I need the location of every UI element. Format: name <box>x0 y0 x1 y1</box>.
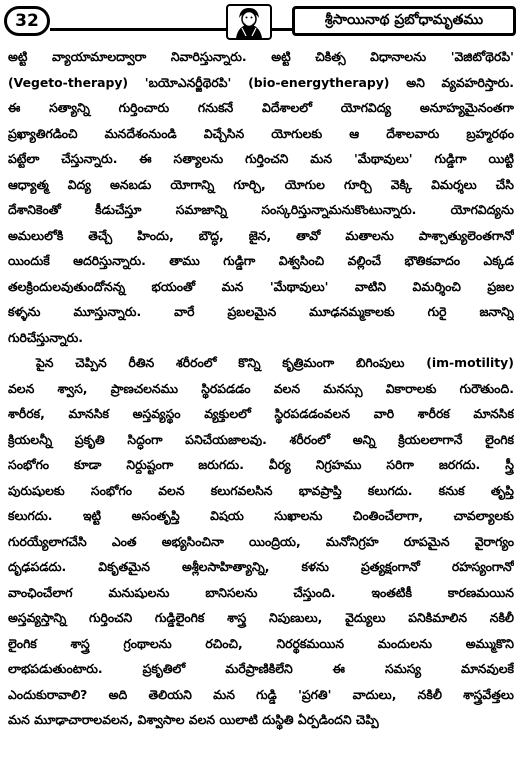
text-line: అమలులోకి తెచ్చే హిందు, బౌద్ధ, జైన, తావో మతాలను పాశ్చాత్యులెంతగానో <box>8 227 514 243</box>
header-rule-right <box>272 28 292 31</box>
text-line: ఎందుకురావాలి? అది తెలియని మన గుడ్డి 'ప్రగతి' వాదులు, నకిలీ శాస్త్రవేత్తలు <box>8 686 514 702</box>
book-title-box <box>292 6 516 36</box>
text-line: యిందుకే ఆదరిస్తున్నారు. తాము గుడ్డిగా విశ్వసించి వల్లించే భౌతికవాదం ఎక్కడ <box>8 253 514 268</box>
text-line: పురుషులకు సంభోగం వలన కలుగవలసిన భావప్రాప్తి కలుగదు. కనుక తృప్తి <box>8 482 514 498</box>
text-line: శారీరక, మానసిక అస్తవ్యస్థం వ్యక్తులలో స్థిరపడడంవలన వారి శారీరక మానసిక <box>8 406 514 421</box>
text-line: అస్తవ్యస్తాన్ని గుర్తించని గుడ్డిలైంగిక శాస్త్ర నిపుణులు, వైద్యులు పనికిమాలిన నకిలీ <box>8 610 514 625</box>
book-title: శ్రీసాయినాథ ప్రబోధామృతము <box>324 11 484 28</box>
page-number-box <box>4 6 50 36</box>
text-line: తలక్రిందులవుతుందోనన్న భయంతో మన 'మేథావులు' వాటిని విమర్శించి ప్రజల <box>8 278 514 294</box>
text-line: మన మూఢాచారాలవలన, విశ్వాసాల వలన యిలాటి దుస్థితి ఏర్పడిందని చెప్పి <box>8 712 379 727</box>
text-line: సంభోగం కూడా నిర్దుష్టంగా జరుగదు. వీర్య నిగ్రహము సరిగా జరగదు. స్త్రీ <box>8 457 514 472</box>
text-line: అట్టి వ్యాయామాలద్వారా నివారిస్తున్నారు. అట్టి చికిత్స విధానాలను 'వెజిటోథెరపి' <box>8 49 514 64</box>
text-line: వలన శ్వాస, ప్రాణచలనము స్థిరపడడం వలన మనస్సు వికారాలకు గురౌతుంది. <box>8 380 514 396</box>
text-line: లాభపడుతుంటారు. ప్రకృతిలో మరేప్రాణికిలేని ఈ సమస్య మానవులకే <box>8 661 514 676</box>
text-line: గురయ్యేలాగచేసి ఎంత అభ్యసించినా యింద్రియ, మనోనిగ్రహ రూపమైన వైరాగ్యం <box>8 533 514 549</box>
text-line: దృఢపడదు. వికృతమైన అశ్లీలసాహిత్యాన్ని, కళను ప్రత్యక్షంగానో రహస్యంగానో <box>8 559 514 574</box>
text-line: క్రియలన్నీ ప్రకృతి సిద్ధంగా పనిచేయజాలవు. శరీరంలో అన్ని క్రియలలాగానే లైంగిక <box>8 431 514 447</box>
sai-baba-portrait-icon <box>226 4 272 40</box>
body-text <box>8 44 514 733</box>
page-header <box>4 4 516 40</box>
text-line: వాంఛించేలాగ మనుషులను బానిసలను చేస్తుంది. ఇంతటికీ కారణమయిన <box>8 584 514 600</box>
text-line: ఈ సత్యాన్ని గుర్తించారు గనుకనే విదేశాలలో యోగవిద్య అనూహ్యమైనంతగా <box>8 100 514 115</box>
header-rule-left <box>50 28 226 31</box>
text-line: (Vegeto-therapy) 'బయోఎనర్జీథెరపి' (bio-energytherapy) అని వ్యవహరిస్తారు. <box>8 74 514 90</box>
text-line: దేశానికెంతో కీడుచేస్తూ సమాజాన్ని సంస్కరిస్తున్నామనుకొంటున్నారు. యోగవిద్యను <box>8 202 514 217</box>
text-line: కళ్ళను మూస్తున్నారు. వారే ప్రబలమైన మూఢనమ్మకాలకు గురై జనాన్ని <box>8 304 514 319</box>
text-line: పైన చెప్పిన రీతిన శరీరంలో కొన్ని కృత్రిమంగా బిగింపులు (im-motility) <box>36 355 514 370</box>
text-line: గురిచేస్తున్నారు. <box>8 329 84 345</box>
page-number: 32 <box>15 11 39 31</box>
text-line: ప్రఖ్యాతిగడించి మనదేశంనుండి విచ్చేసిన యోగులకు ఆ దేశాలవారు బ్రహ్మరథం <box>8 125 514 141</box>
text-line: లైంగిక శాస్త్ర గ్రంథాలను రచించి, నిరర్థకమయిన మందులను అమ్ముకొని <box>8 635 514 651</box>
text-line: కలుగదు. ఇట్టి అసంతృప్తి విషయ సుఖాలను చింతించేలాగా, చావల్యాలకు <box>8 508 514 523</box>
text-line: ఆధ్యాత్మ విద్య అనబడు యోగాన్ని గూర్చి, యోగుల గూర్చి వెక్కి విమర్శలు చేసి <box>8 176 514 192</box>
text-line: పట్టేలా చేస్తున్నారు. ఈ సత్యాలను గుర్తించని మన 'మేథావులు' గుడ్డిగా యిట్టి <box>8 151 514 166</box>
